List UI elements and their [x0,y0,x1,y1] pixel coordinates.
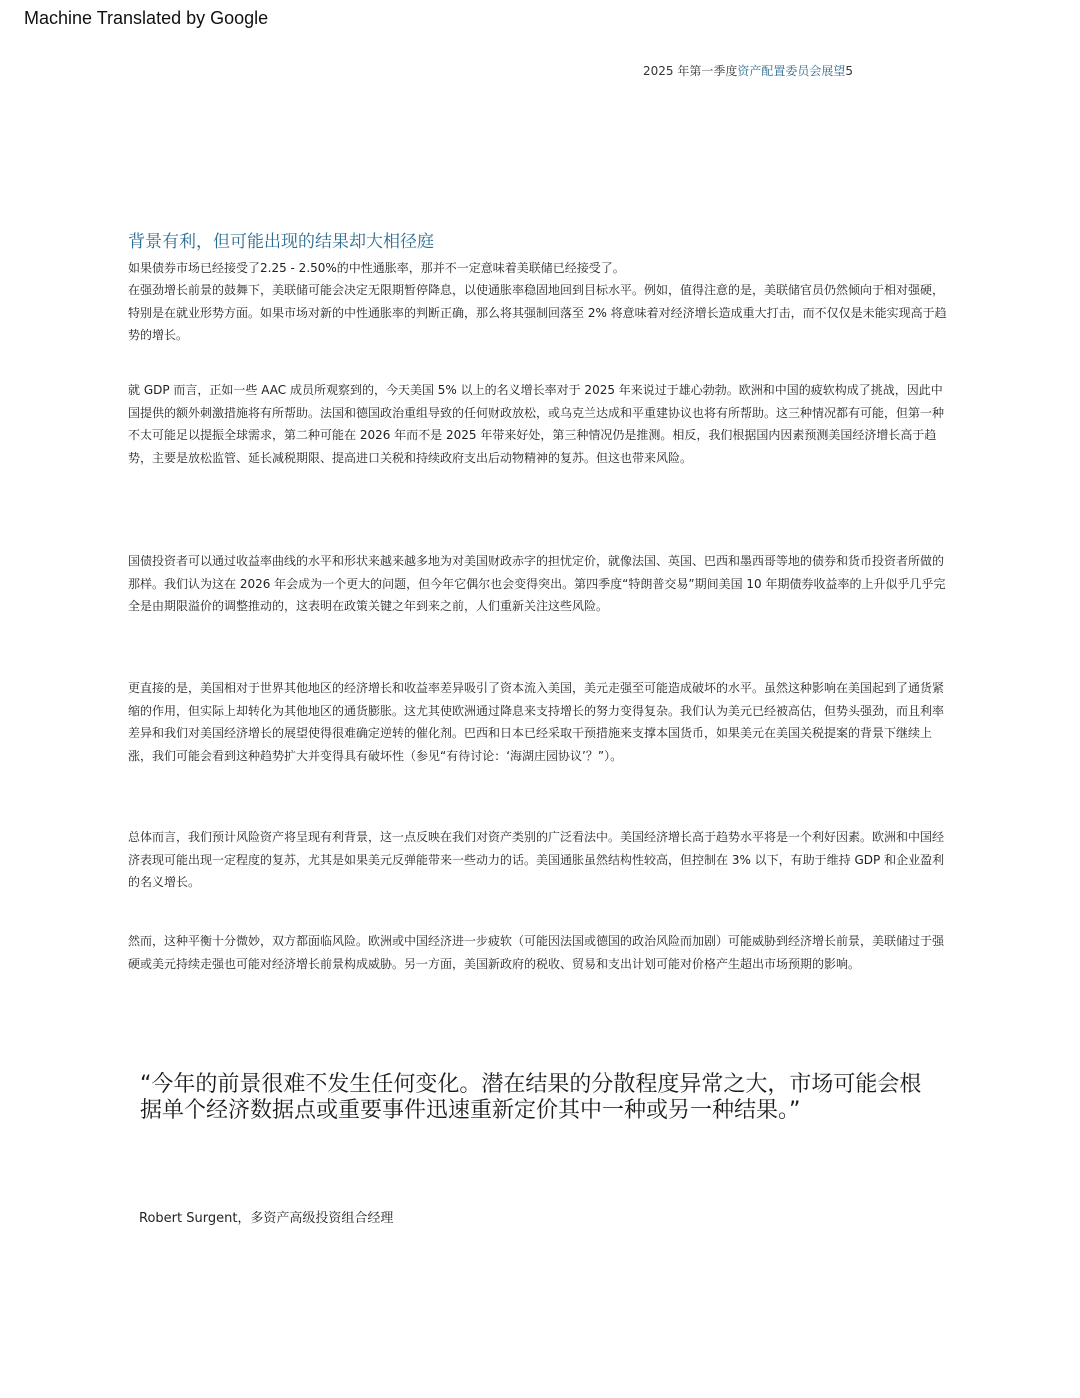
paragraph-7: 然而，这种平衡十分微妙，双方都面临风险。欧洲或中国经济进一步疲软（可能因法国或德国的政治风险而加剧）可能威胁到经济增长前景，美联储过于强硬或美元持续走强也可能对经济增长前景构成威胁。另一方面，美国新政府的税收、贸易和支出计划可能对价格产生超出市场预期的影响。 [128,934,945,971]
paragraph-5: 更直接的是，美国相对于世界其他地区的经济增长和收益率差异吸引了资本流入美国，美元走强至可能造成破坏的水平。虽然这种影响在美国起到了通货紧缩的作用，但实际上却转化为其他地区的通货膨胀。这尤其使欧洲通过降息来支持增长的努力变得复杂。我们认为美元已经被高估，但势头强劲，而且利率差异和我们对美国经济增长的展望使得很难确定逆转的催化剂。巴西和日本已经采取干预措施来支撑本国货币，如果美元在美国关税提案的背景下继续上涨，我们可能会看到这种趋势扩大并变得具有破坏性（参见“有待讨论：‘海湖庄园协议’？”）。 [128,681,945,763]
paragraph-1: 如果债券市场已经接受了2.25 - 2.50%的中性通胀率，那并不一定意味着美联储已经接受了。 [128,261,625,275]
paragraph-6: 总体而言，我们预计风险资产将呈现有利背景，这一点反映在我们对资产类别的广泛看法中。美国经济增长高于趋势水平将是一个利好因素。欧洲和中国经济表现可能出现一定程度的复苏，尤其是如果美元反弹能带来一些动力的话。美国通胀虽然结构性较高，但控制在 3% 以下，有助于维持 GDP 和企业盈利的名义增长。 [128,830,945,889]
paragraph-3: 就 GDP 而言，正如一些 AAC 成员所观察到的，今天美国 5% 以上的名义增长率对于 2025 年来说过于雄心勃勃。欧洲和中国的疲软构成了挑战，因此中国提供的额外刺激措施将有所帮助。法国和德国政治重组导致的任何财政放松，或乌克兰达成和平重建协议也将有所帮助。这三种情况都有可能，但第一种不太可能足以提振全球需求，第二种可能在 2026 年而不是 2025 年带来好处，第三种情况仍是推测。相反，我们根据国内因素预测美国经济增长高于趋势，主要是放松监管、延长减税期限、提高进口关税和持续政府支出后动物精神的复苏。但这也带来风险。 [128,383,945,465]
running-header [643,62,853,79]
machine-translation-banner: Machine Translated by Google [24,8,269,28]
running-header-report-title: 资产配置委员会展望 [737,64,846,78]
section-title: 背景有利，但可能出现的结果却大相径庭 [128,232,434,252]
paragraph-4: 国债投资者可以通过收益率曲线的水平和形状来越来越多地为对美国财政赤字的担忧定价，就像法国、英国、巴西和墨西哥等地的债券和货币投资者所做的那样。我们认为这在 2026 年会成为一个更大的问题，但今年它偶尔也会变得突出。第四季度“特朗普交易”期间美国 10 年期债券收益率的上升似乎几乎完全是由期限溢价的调整推动的，这表明在政策关键之年到来之前，人们重新关注这些风险。 [128,554,946,613]
paragraph-2: 在强劲增长前景的鼓舞下，美联储可能会决定无限期暂停降息，以使通胀率稳固地回到目标水平。例如，值得注意的是，美联储官员仍然倾向于相对强硬，特别是在就业形势方面。如果市场对新的中性通胀率的判断正确，那么将其强制回落至 2% 将意味着对经济增长造成重大打击，而不仅仅是未能实现高于趋势的增长。 [128,283,947,342]
running-header-quarter: 2025 年第一季度 [643,64,738,78]
quote-attribution: Robert Surgent，多资产高级投资组合经理 [139,1211,394,1226]
pull-quote: “今年的前景很难不发生任何变化。潜在结果的分散程度异常之大，市场可能会根据单个经济数据点或重要事件迅速重新定价其中一种或另一种结果。” [140,1072,922,1123]
page-number: 5 [845,64,854,78]
